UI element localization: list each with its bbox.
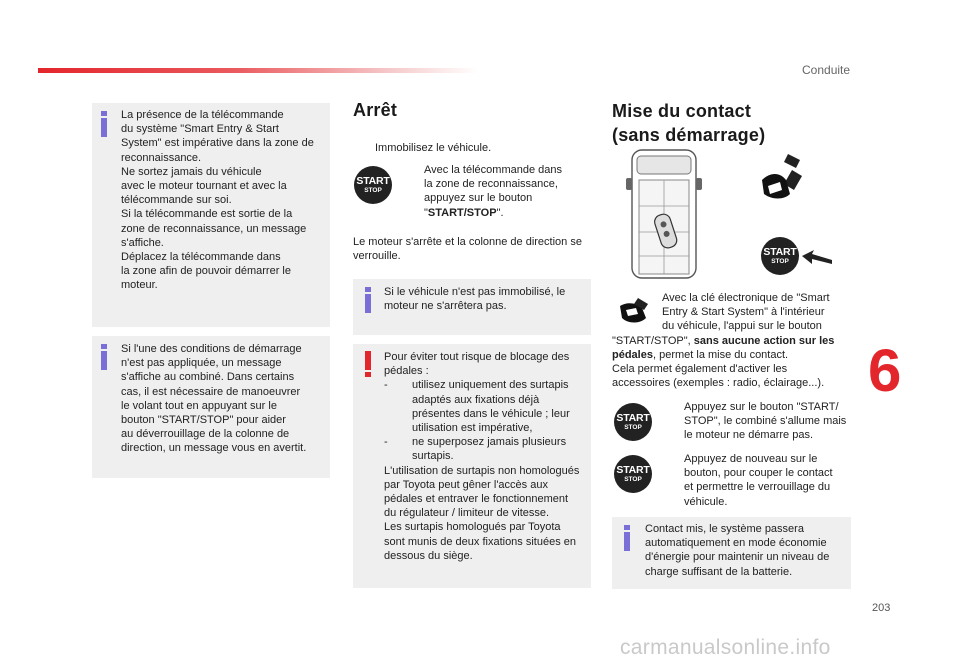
warning-note-mats bbox=[353, 344, 591, 588]
step-immobilize: Immobilisez le véhicule. bbox=[375, 142, 492, 154]
engine-stop-result: Le moteur s'arrête et la colonne de direction se verrouille. bbox=[353, 236, 582, 263]
info-icon bbox=[623, 525, 631, 551]
heading-ignition: Mise du contact (sans démarrage) bbox=[612, 101, 766, 145]
step-press-once: Appuyez sur le bouton "START/ STOP", le combiné s'allume mais le moteur ne démarre pas. bbox=[684, 401, 847, 442]
step-press-again: Appuyez de nouveau sur le bouton, pour couper le contact et permettre le verrouillage du véhicule. bbox=[684, 453, 833, 508]
warning-list-item: - ne superposez jamais plusieurs surtapis. bbox=[384, 436, 567, 463]
info-note-conditions bbox=[92, 336, 330, 478]
start-stop-button-icon: START STOP bbox=[354, 166, 392, 204]
heading-arret: Arrêt bbox=[353, 100, 398, 120]
arrow-left-icon bbox=[802, 246, 834, 268]
step-press-start-stop: Avec la télécommande dans la zone de reconnaissance, appuyez sur le bouton "START/STOP". bbox=[424, 164, 562, 219]
note-text: Si le véhicule n'est pas immobilisé, le moteur ne s'arrêtera pas. bbox=[384, 286, 566, 313]
note-text: Contact mis, le système passera automatiquement en mode économie d'énergie pour maintenir un niveau de charge suffisant de la batterie. bbox=[645, 523, 830, 578]
start-stop-button-icon: START STOP bbox=[614, 455, 652, 493]
warning-list-item: - utilisez uniquement des surtapis adaptés aux fixations déjà présentes dans le véhicule ; leur utilisation est impérative, bbox=[384, 379, 570, 435]
start-stop-button-icon: START STOP bbox=[761, 237, 799, 275]
page-number: 203 bbox=[872, 602, 891, 614]
info-icon bbox=[100, 111, 108, 137]
info-note-not-immobilized bbox=[353, 279, 591, 335]
start-stop-button-icon: START STOP bbox=[614, 403, 652, 441]
note-text: La présence de la télécommande du système "Smart Entry & Start System" est impérative dans la zone de reconnaissance. Ne sortez jamais du véhicule avec le moteur tournant et avec la télécommande sur soi. Si la télécommande est sortie de la zone de reconnaissance, un message s'affiche. Déplacez la télécommande dans la zone afin de pouvoir démarrer le moteur. bbox=[121, 109, 314, 292]
note-text: Si l'une des conditions de démarrage n'est pas appliquée, un message s'affiche au combiné. Dans certains cas, il est nécessaire de manoeuvrer le volant tout en appuyant sur le bouton "START/STOP" pour aider au déverrouillage de la colonne de direction, un message vous en avertit. bbox=[121, 343, 307, 455]
info-note-presence bbox=[92, 103, 330, 327]
ignition-description: Avec la clé électronique de "Smart Entry & Start System" à l'intérieur du véhicule, l'appui sur le bouton "START/STOP", sans aucune action sur les pédales, permet la mise du contact. Cela permet également d'activer les accessoires (exemples : radio, éclairage...). bbox=[612, 292, 835, 390]
watermark: carmanualsonline.info bbox=[620, 636, 831, 659]
warning-icon bbox=[364, 351, 372, 377]
chapter-number: 6 bbox=[868, 337, 902, 404]
info-note-energy-saving bbox=[612, 517, 851, 589]
header-gradient-bar bbox=[38, 68, 478, 73]
warning-text: Pour éviter tout risque de blocage des pédales : - utilisez uniquement des surtapis adaptés aux fixations déjà présentes dans le véhicule ; leur utilisation est impérative, - ne superposez jamais plusieurs surtapis. L'utilisation de surtapis non homologués par Toyota peut gêner l'accès aux pédales et entraver le fonctionnement du régulateur / limiteur de vitesse. Les surtapis homologués par Toyota sont munis de deux fixations situées en dessous du siège. bbox=[384, 350, 589, 563]
vehicle-top-view-illustration bbox=[624, 148, 704, 280]
info-icon bbox=[364, 287, 372, 313]
info-icon bbox=[100, 344, 108, 370]
section-title: Conduite bbox=[802, 63, 851, 77]
hand-press-icon bbox=[758, 150, 806, 204]
